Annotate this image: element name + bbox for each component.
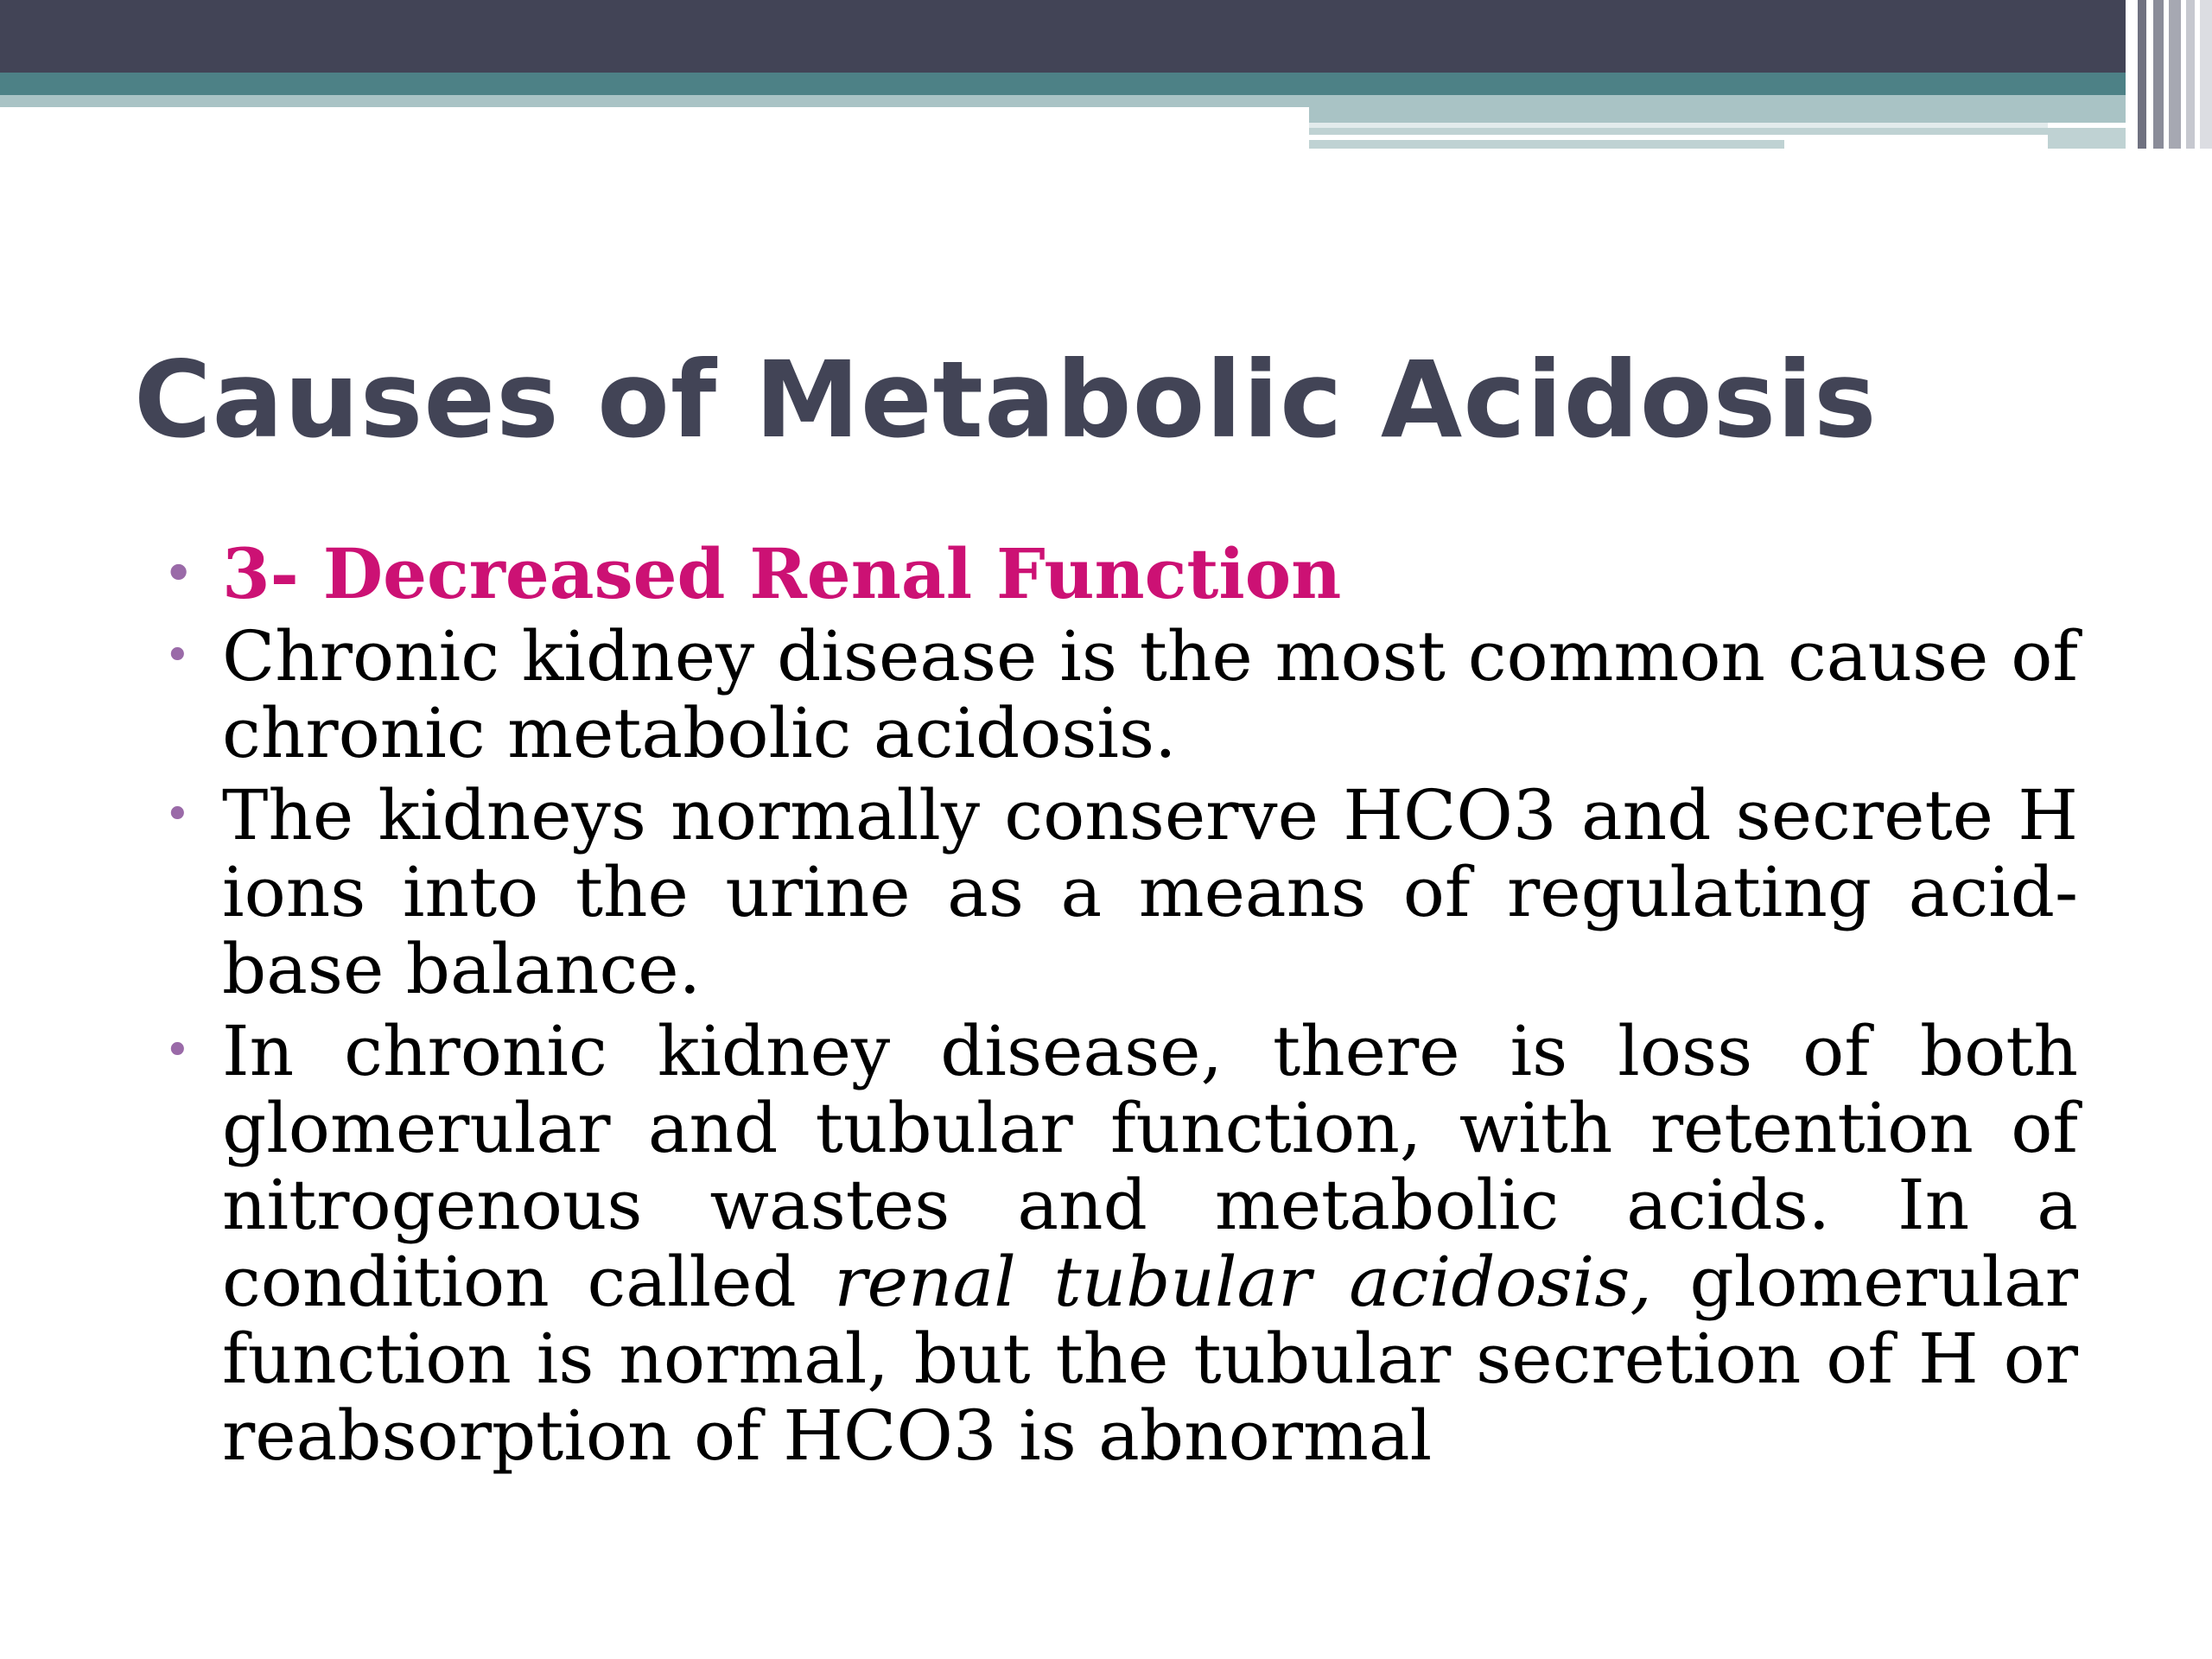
bullet-line: In chronic kidney disease, there is loss of both [222, 1011, 2078, 1091]
bullet-line: reabsorption of HCO3 is abnormal [222, 1395, 1433, 1476]
bullet-item-ckd [164, 618, 2078, 772]
header-band-right-gap-short [1784, 140, 2048, 149]
bullet-icon: • [164, 630, 191, 682]
line-text: condition called [222, 1242, 835, 1322]
bullet-icon: • [164, 548, 194, 600]
heading-text: 3- Decreased Renal Function [222, 533, 1342, 614]
bullet-line: Chronic kidney disease is the most common cause of [222, 616, 2078, 696]
bullet-line: ions into the urine as a means of regulating acid- [222, 852, 2078, 932]
bullet-item-kidneys [164, 777, 2078, 1007]
corner-stripes [2126, 0, 2212, 149]
bullet-line: The kidneys normally conserve HCO3 and secrete H [222, 775, 2078, 855]
header-band-right-step [1309, 107, 2126, 123]
bullet-item-rta [164, 1013, 2078, 1474]
bullet-line: function is normal, but the tubular secretion of H or [222, 1319, 2078, 1399]
slide-title: Causes of Metabolic Acidosis [134, 339, 1878, 461]
header-band-light [0, 95, 2126, 107]
line-text: glomerular [1651, 1242, 2079, 1322]
bullet-icon: • [164, 1025, 191, 1077]
header-band-dark [0, 0, 2212, 73]
bullet-line: nitrogenous wastes and metabolic acids. In a [222, 1165, 2078, 1245]
emphasis-term: renal tubular acidosis, [834, 1242, 1652, 1322]
header-band-right-line [1309, 123, 2048, 128]
bullet-heading [164, 533, 2078, 614]
bullet-icon: • [164, 789, 191, 841]
bullet-line: chronic metabolic acidosis. [222, 693, 1177, 773]
bullet-line [222, 1243, 2078, 1320]
bullet-line: glomerular and tubular function, with retention of [222, 1088, 2078, 1168]
header-band-teal [0, 73, 2126, 95]
bullet-list [164, 533, 2079, 1479]
bullet-line: base balance. [222, 929, 702, 1009]
